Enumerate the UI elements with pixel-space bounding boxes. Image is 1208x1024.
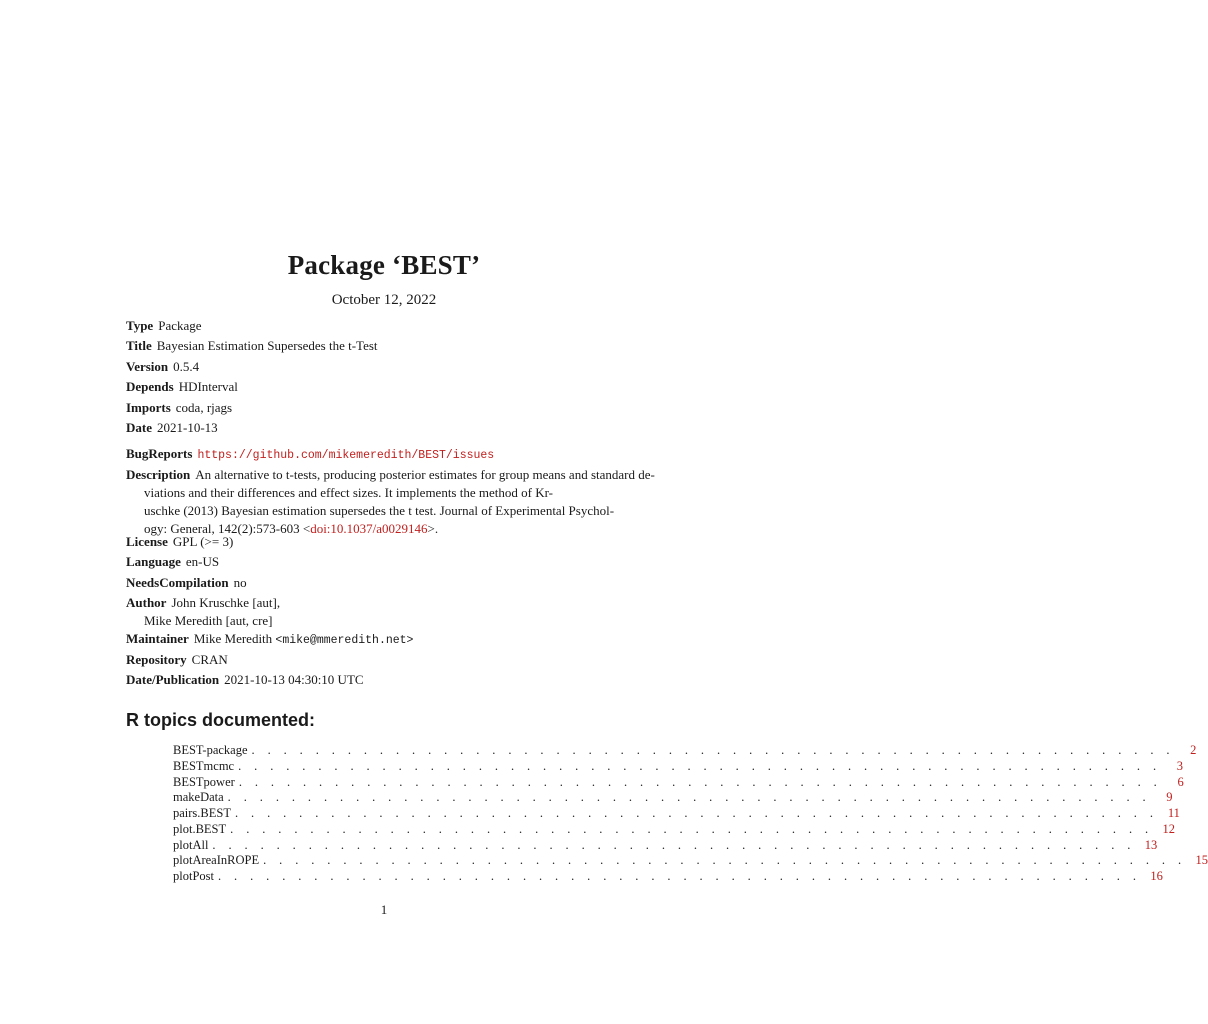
toc-entry-page-link[interactable]: 13 [1144, 837, 1158, 852]
page-number: 1 [380, 902, 388, 917]
toc-leader-dots: . . . . . . . . . . . . . . . . . . . . . . . . . . . . . . . . . . . . . . . . . . . . . . . . . . . . . . . . . . [212, 837, 1136, 852]
field-value: 2021-10-13 04:30:10 UTC [224, 672, 364, 687]
field-bugreports [126, 444, 494, 465]
field-value: 0.5.4 [173, 359, 200, 374]
field-value: HDInterval [178, 379, 238, 394]
field-key: Date/Publication [126, 672, 220, 687]
field-depends [126, 377, 238, 396]
toc-leader-dots: . . . . . . . . . . . . . . . . . . . . . . . . . . . . . . . . . . . . . . . . . . . . . . . . . . . . . . . . . . [227, 790, 1151, 805]
page-date: October 12, 2022 [331, 292, 437, 308]
bugreports-link[interactable]: https://github.com/mikemeredith/BEST/issues [197, 449, 495, 462]
field-key: Title [126, 338, 152, 353]
field-date [126, 418, 218, 437]
description-line-3: uschke (2013) Bayesian estimation supersedes the t test. Journal of Experimental Psychol- [144, 503, 615, 518]
field-value: en-US [185, 554, 220, 569]
toc-entry-name: BESTmcmc [173, 758, 235, 773]
field-value: no [233, 575, 247, 590]
toc-entry-page-link[interactable]: 11 [1167, 806, 1180, 820]
toc-entry-name: plot.BEST [173, 821, 227, 836]
table-of-contents [173, 743, 1208, 885]
field-type [126, 316, 202, 335]
toc-leader-dots: . . . . . . . . . . . . . . . . . . . . . . . . . . . . . . . . . . . . . . . . . . . . . . . . . . . . . . . . . . [263, 853, 1186, 868]
field-imports [126, 398, 232, 417]
field-key: License [126, 534, 168, 549]
toc-leader-dots: . . . . . . . . . . . . . . . . . . . . . . . . . . . . . . . . . . . . . . . . . . . . . . . . . . . . . . . . . . [251, 743, 1175, 757]
field-description [126, 466, 655, 538]
toc-entry[interactable] [173, 743, 1197, 759]
maintainer-email: <mike@mmeredith.net> [275, 634, 414, 647]
toc-entry-name: pairs.BEST [173, 806, 231, 820]
field-value: coda, rjags [175, 400, 233, 415]
field-value: Bayesian Estimation Supersedes the t-Test [156, 338, 378, 353]
field-key: Maintainer [126, 631, 189, 646]
field-key: Depends [126, 379, 174, 394]
toc-entry[interactable] [173, 821, 1176, 838]
toc-leader-dots: . . . . . . . . . . . . . . . . . . . . . . . . . . . . . . . . . . . . . . . . . . . . . . . . . . . . . . . . . . [234, 806, 1158, 820]
toc-entry[interactable] [173, 758, 1183, 775]
field-key: Description [126, 467, 191, 482]
field-value: Package [158, 318, 202, 333]
toc-entry-page-link[interactable]: 15 [1195, 853, 1208, 868]
field-value: GPL (>= 3) [172, 534, 234, 549]
toc-entry-name: plotAll [173, 837, 209, 852]
field-key: BugReports [126, 446, 193, 461]
section-title: R topics documented: [126, 710, 316, 730]
toc-entry-page-link[interactable]: 12 [1162, 821, 1176, 836]
toc-leader-dots: . . . . . . . . . . . . . . . . . . . . . . . . . . . . . . . . . . . . . . . . . . . . . . . . . . . . . . . . . . [238, 758, 1161, 773]
toc-entry[interactable] [173, 837, 1158, 854]
toc-entry-name: plotPost [173, 869, 214, 883]
description-line-1: An alternative to t-tests, producing posterior estimates for group means and standard de- [195, 467, 655, 482]
field-needscompilation [126, 573, 247, 592]
toc-entry[interactable] [173, 869, 1163, 885]
author-line-2: Mike Meredith [aut, cre] [144, 613, 273, 628]
field-value: Mike Meredith [193, 631, 276, 646]
field-version [126, 357, 199, 376]
description-line-4-end: >. [427, 521, 439, 536]
field-repository [126, 650, 228, 669]
toc-entry-page-link[interactable]: 2 [1190, 743, 1197, 757]
toc-entry-name: plotAreaInROPE [173, 853, 260, 868]
field-key: NeedsCompilation [126, 575, 229, 590]
description-line-4-text: ogy: General, 142(2):573-603 < [144, 521, 311, 536]
toc-entry-name: BESTpower [173, 774, 235, 789]
toc-entry-page-link[interactable]: 6 [1177, 774, 1184, 789]
field-key: Version [126, 359, 169, 374]
toc-leader-dots: . . . . . . . . . . . . . . . . . . . . . . . . . . . . . . . . . . . . . . . . . . . . . . . . . . . . . . . . . . [238, 774, 1162, 789]
toc-leader-dots: . . . . . . . . . . . . . . . . . . . . . . . . . . . . . . . . . . . . . . . . . . . . . . . . . . . . . . . . . . [230, 821, 1154, 836]
toc-entry-name: BEST-package [173, 743, 248, 757]
description-line-2: viations and their differences and effect sizes. It implements the method of Kr- [144, 485, 553, 500]
toc-entry[interactable] [173, 790, 1173, 806]
field-key: Type [126, 318, 154, 333]
field-maintainer [126, 629, 413, 650]
field-value: CRAN [191, 652, 228, 667]
field-key: Repository [126, 652, 187, 667]
toc-entry-page-link[interactable]: 9 [1166, 790, 1173, 805]
toc-entry[interactable] [173, 806, 1180, 822]
toc-leader-dots: . . . . . . . . . . . . . . . . . . . . . . . . . . . . . . . . . . . . . . . . . . . . . . . . . . . . . . . . . . [218, 869, 1141, 883]
field-author [126, 593, 280, 612]
field-value: John Kruschke [aut], [171, 595, 281, 610]
field-key: Language [126, 554, 181, 569]
toc-entry[interactable] [173, 853, 1208, 869]
doi-link[interactable]: doi:10.1037/a0029146 [310, 521, 428, 536]
field-key: Author [126, 595, 167, 610]
field-key: Date [126, 420, 152, 435]
field-datepublication [126, 670, 364, 689]
toc-entry-page-link[interactable]: 16 [1150, 869, 1163, 883]
field-value: 2021-10-13 [157, 420, 218, 435]
toc-entry[interactable] [173, 774, 1184, 791]
field-language [126, 552, 219, 571]
field-license [126, 532, 233, 551]
toc-entry-name: makeData [173, 790, 224, 805]
page-title: Package ‘BEST’ [287, 250, 481, 280]
field-key: Imports [126, 400, 171, 415]
field-title [126, 336, 378, 355]
toc-entry-page-link[interactable]: 3 [1176, 758, 1183, 773]
